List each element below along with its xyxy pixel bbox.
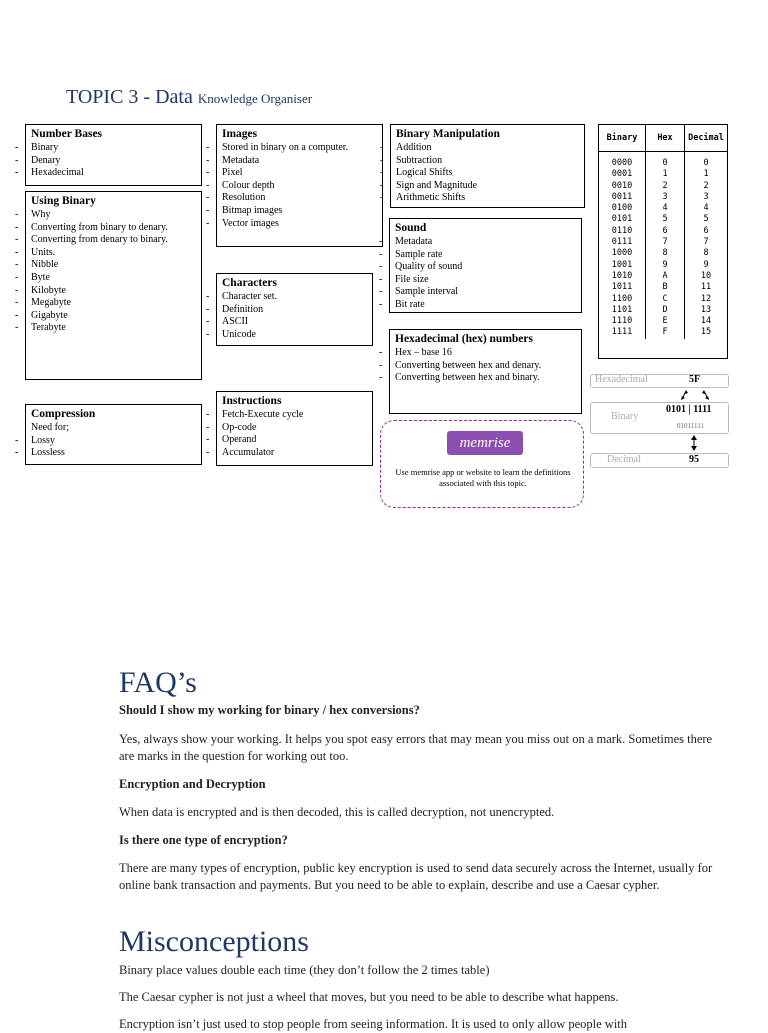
list-item: - Vector images (222, 218, 377, 231)
faq-question: Should I show my working for binary / hex conversions? (119, 703, 420, 717)
table-header-binary: Binary (599, 125, 646, 152)
decimal-cell: 0 (703, 158, 709, 168)
misconceptions-section (119, 962, 729, 1033)
decimal-cell: 7 (703, 237, 709, 248)
decimal-label: Decimal (607, 454, 641, 465)
sound-title: Sound (395, 222, 427, 234)
hex-cell: 0 (646, 152, 685, 170)
table-row (599, 282, 727, 293)
binary-cell: 1000 (599, 248, 646, 259)
decimal-cell: 6 (703, 225, 709, 236)
list-item: - Pixel (222, 167, 377, 180)
table-row (599, 305, 727, 316)
list-item: - Hex – base 16 (395, 347, 576, 360)
table-row (599, 271, 727, 282)
decimal-cell: 12 (700, 293, 712, 304)
decimal-cell: 14 (700, 316, 712, 327)
hex-cell: A (646, 271, 685, 282)
characters-box (216, 273, 373, 346)
list-item: - Units. (31, 247, 196, 260)
binary-cell: 0000 (599, 152, 646, 170)
list-item: - Subtraction (396, 155, 579, 168)
binary-cell: 1001 (599, 260, 646, 271)
list-item: - ASCII (222, 316, 367, 329)
list-item: - Definition (222, 304, 367, 317)
list-item: - Hexadecimal (31, 167, 196, 180)
list-item: - Character set. (222, 291, 367, 304)
images-box (216, 124, 383, 247)
hex-cell: C (646, 294, 685, 305)
table-row (599, 152, 727, 170)
binary-cell: 0101 (599, 214, 646, 225)
list-item: - Bit rate (395, 299, 576, 312)
characters-title: Characters (222, 277, 277, 289)
hex-cell: D (646, 305, 685, 316)
list-item: - Denary (31, 155, 196, 168)
decimal-cell: 11 (700, 282, 712, 293)
misconception-item: Encryption isn’t just used to stop people from seeing information. It is used to only allow people with (119, 1017, 628, 1031)
hex-box (389, 329, 582, 414)
binary-small-value: 01011111 (677, 422, 704, 430)
decimal-cell: 5 (703, 214, 709, 225)
images-title: Images (222, 128, 258, 140)
binary-cell: 1011 (599, 282, 646, 293)
list-item: - Bitmap images (222, 205, 377, 218)
table-row (599, 248, 727, 259)
list-item: - Stored in binary on a computer. (222, 142, 377, 155)
faq-question: Encryption and Decryption (119, 777, 266, 791)
hex-cell: 3 (646, 192, 685, 203)
hex-cell: E (646, 316, 685, 327)
hex-cell: B (646, 282, 685, 293)
misconception-item: Binary place values double each time (they don’t follow the 2 times table) (119, 963, 490, 977)
binary-cell: 1100 (599, 294, 646, 305)
conversion-table (598, 124, 728, 359)
decimal-cell: 8 (703, 248, 709, 259)
sound-box (389, 218, 582, 313)
table-row (599, 192, 727, 203)
hex-label: Hexadecimal (595, 374, 648, 385)
memrise-text: Use memrise app or website to learn the definitions associated with this topic. (395, 467, 571, 488)
list-item: - Arithmetic Shifts (396, 192, 579, 205)
list-item: - Lossy (31, 435, 196, 448)
list-item: - Converting between hex and binary. (395, 372, 576, 385)
decimal-cell: 3 (703, 191, 709, 202)
hex-cell: 4 (646, 203, 685, 214)
hex-cell: 9 (646, 260, 685, 271)
list-item: - Op-code (222, 422, 367, 435)
list-item: - Sample rate (395, 249, 576, 262)
memrise-logo[interactable]: memrise (447, 431, 523, 455)
list-item: - Converting from binary to denary. (31, 222, 196, 235)
faq-section (119, 702, 729, 894)
faq-question: Is there one type of encryption? (119, 833, 288, 847)
decimal-cell: 9 (703, 259, 709, 270)
decimal-value: 95 (689, 454, 699, 465)
compression-title: Compression (31, 408, 96, 420)
table-row (599, 169, 727, 180)
table-header-hex: Hex (646, 125, 685, 152)
compression-need: Need for; (31, 422, 70, 433)
decimal-cell: 2 (703, 180, 709, 191)
up-down-arrow-icon (689, 435, 699, 451)
decimal-cell: 13 (700, 304, 712, 315)
list-item: - Quality of sound (395, 261, 576, 274)
list-item: - Addition (396, 142, 579, 155)
list-item: - Unicode (222, 329, 367, 342)
list-item: - Why (31, 209, 196, 222)
list-item: - Logical Shifts (396, 167, 579, 180)
table-body (599, 152, 727, 339)
memrise-panel (380, 420, 584, 508)
faq-answer: Yes, always show your working. It helps you spot easy errors that may mean you miss out on a mark. Sometimes there are marks in the question for working out too. (119, 732, 713, 763)
decimal-cell: 10 (700, 270, 712, 281)
hex-cell: 2 (646, 181, 685, 192)
hex-cell: 1 (646, 169, 685, 180)
list-item: - Converting between hex and denary. (395, 360, 576, 373)
list-item: - Byte (31, 272, 196, 285)
decimal-cell: 1 (703, 169, 709, 180)
binary-cell: 0011 (599, 192, 646, 203)
misconception-item: The Caesar cypher is not just a wheel that moves, but you need to be able to describe what happens. (119, 990, 619, 1004)
decimal-cell: 4 (703, 203, 709, 214)
list-item: - Sample interval (395, 286, 576, 299)
list-item: - Metadata (395, 236, 576, 249)
table-row (599, 294, 727, 305)
number-bases-box (25, 124, 202, 186)
binary-value: 0101 | 1111 (666, 404, 712, 415)
binary-cell: 0010 (599, 181, 646, 192)
table-row (599, 203, 727, 214)
page-title (66, 86, 312, 109)
binary-cell: 0100 (599, 203, 646, 214)
binary-label: Binary (611, 411, 639, 422)
hex-cell: 8 (646, 248, 685, 259)
list-item: - Gigabyte (31, 310, 196, 323)
faq-answer: There are many types of encryption, public key encryption is used to send data securely across the Internet, usually for online bank transaction and payments. But you need to be able to explain, describe and use a Caesar cypher. (119, 861, 713, 892)
misconceptions-heading: Misconceptions (119, 925, 309, 958)
hex-title: Hexadecimal (hex) numbers (395, 333, 533, 345)
instructions-box (216, 391, 373, 466)
table-row (599, 316, 727, 327)
hex-cell: F (646, 327, 685, 338)
hex-cell: 5 (646, 214, 685, 225)
hex-cell: 7 (646, 237, 685, 248)
list-item: - Fetch-Execute cycle (222, 409, 367, 422)
compression-box (25, 404, 202, 465)
table-row (599, 181, 727, 192)
number-bases-title: Number Bases (31, 128, 103, 140)
instructions-title: Instructions (222, 395, 282, 407)
binary-cell: 1101 (599, 305, 646, 316)
binary-cell: 1111 (599, 327, 646, 338)
binary-cell: 0111 (599, 237, 646, 248)
binary-manipulation-box (390, 124, 585, 208)
using-binary-title: Using Binary (31, 195, 96, 207)
using-binary-box (25, 191, 202, 380)
list-item: - Lossless (31, 447, 196, 460)
hex-cell: 6 (646, 226, 685, 237)
faq-answer: When data is encrypted and is then decoded, this is called decryption, not unencrypted. (119, 805, 555, 819)
hex-converter-field (590, 374, 729, 388)
faq-heading: FAQ’s (119, 666, 197, 699)
table-row (599, 226, 727, 237)
list-item: - Binary (31, 142, 196, 155)
list-item: - Colour depth (222, 180, 377, 193)
list-item: - Nibble (31, 259, 196, 272)
list-item: - Operand (222, 434, 367, 447)
table-row (599, 327, 727, 338)
list-item: - Converting from denary to binary. (31, 234, 196, 247)
list-item: - Accumulator (222, 447, 367, 460)
list-item: - File size (395, 274, 576, 287)
list-item: - Resolution (222, 192, 377, 205)
binary-cell: 1110 (599, 316, 646, 327)
list-item: - Megabyte (31, 297, 196, 310)
table-header-decimal: Decimal (685, 125, 728, 152)
binary-cell: 0001 (599, 169, 646, 180)
table-row (599, 260, 727, 271)
table-row (599, 237, 727, 248)
topic-title: TOPIC 3 - Data (66, 86, 193, 108)
decimal-converter-field (590, 453, 729, 468)
hex-value: 5F (689, 374, 701, 385)
conversion-arrows-icon (676, 388, 716, 402)
list-item: - Terabyte (31, 322, 196, 335)
list-item: - Metadata (222, 155, 377, 168)
binary-cell: 0110 (599, 226, 646, 237)
table-row (599, 214, 727, 225)
topic-subtitle: Knowledge Organiser (197, 91, 313, 106)
binary-manipulation-title: Binary Manipulation (396, 128, 500, 140)
decimal-cell: 15 (700, 327, 712, 338)
list-item: - Sign and Magnitude (396, 180, 579, 193)
binary-cell: 1010 (599, 271, 646, 282)
list-item: - Kilobyte (31, 285, 196, 298)
binary-converter-field (590, 402, 729, 434)
